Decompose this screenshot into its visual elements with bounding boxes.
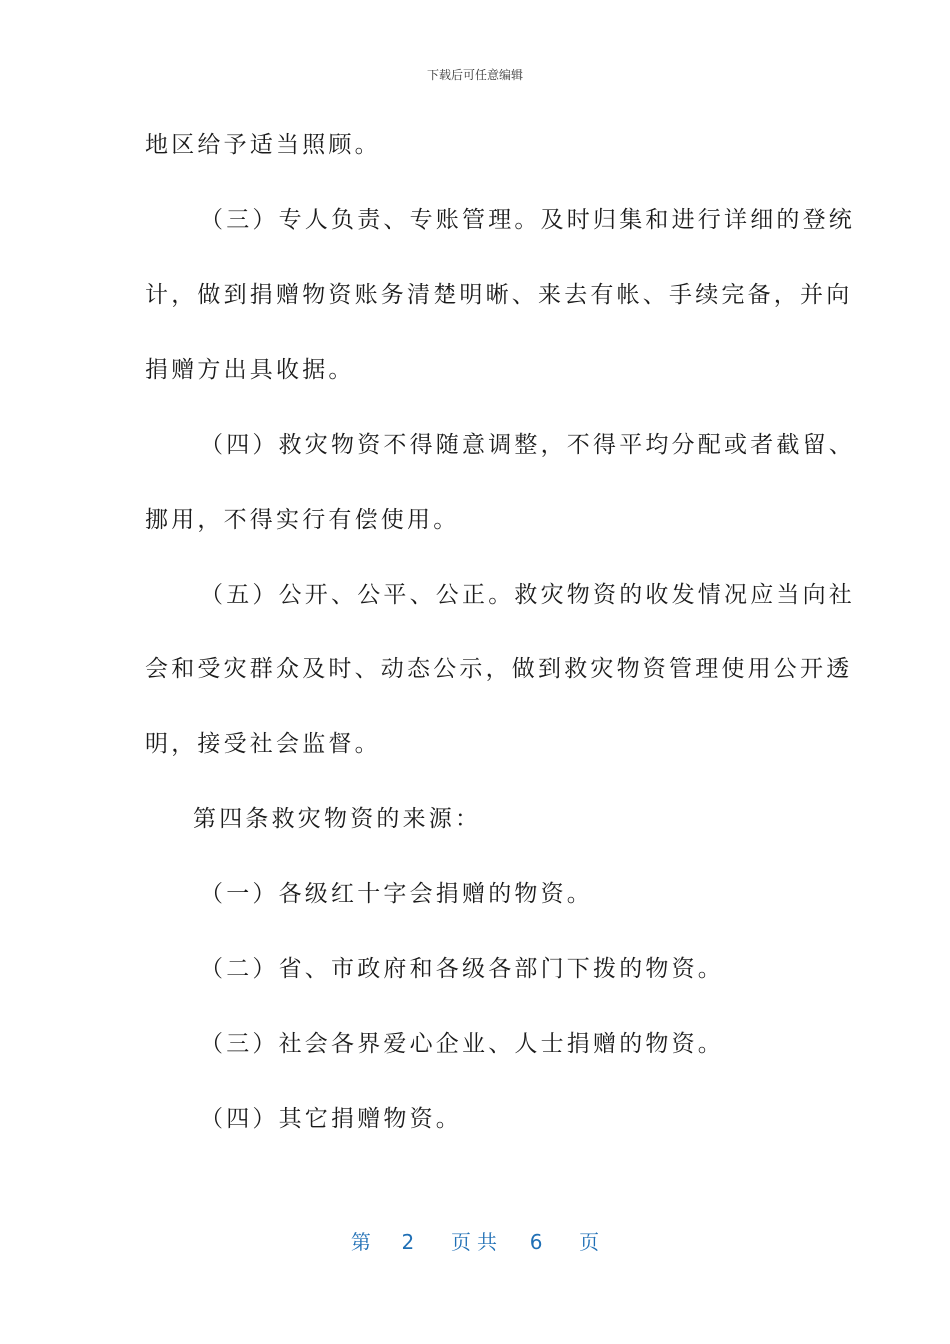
footer-suffix: 页 bbox=[579, 1230, 600, 1254]
page-number-footer bbox=[0, 1226, 950, 1255]
list-item: （四）其它捐赠物资。 bbox=[200, 1106, 462, 1132]
paragraph-line: 明，接受社会监督。 bbox=[145, 731, 381, 757]
page-header: 下载后可任意编辑 bbox=[426, 68, 523, 82]
current-page-number: 2 bbox=[401, 1230, 415, 1254]
list-item: （三）社会各界爱心企业、人士捐赠的物资。 bbox=[200, 1031, 724, 1057]
paragraph-line: （四）救灾物资不得随意调整，不得平均分配或者截留、 bbox=[200, 432, 855, 458]
paragraph-line: 地区给予适当照顾。 bbox=[145, 132, 381, 158]
paragraph-line: 挪用，不得实行有偿使用。 bbox=[145, 507, 460, 533]
paragraph-line: 捐赠方出具收据。 bbox=[145, 357, 355, 383]
list-item: （一）各级红十字会捐赠的物资。 bbox=[200, 881, 593, 907]
paragraph-line: （五）公开、公平、公正。救灾物资的收发情况应当向社 bbox=[200, 582, 855, 608]
total-pages-number: 6 bbox=[529, 1230, 543, 1254]
article-heading: 第四条救灾物资的来源： bbox=[193, 806, 482, 832]
footer-prefix: 第 bbox=[350, 1230, 371, 1254]
paragraph-line: 计，做到捐赠物资账务清楚明晰、来去有帐、手续完备，并向 bbox=[145, 282, 853, 308]
paragraph-line: 会和受灾群众及时、动态公示，做到救灾物资管理使用公开透 bbox=[145, 656, 853, 682]
paragraph-line: （三）专人负责、专账管理。及时归集和进行详细的登统 bbox=[200, 207, 855, 233]
list-item: （二）省、市政府和各级各部门下拨的物资。 bbox=[200, 956, 724, 982]
footer-middle: 页共 bbox=[451, 1230, 503, 1254]
